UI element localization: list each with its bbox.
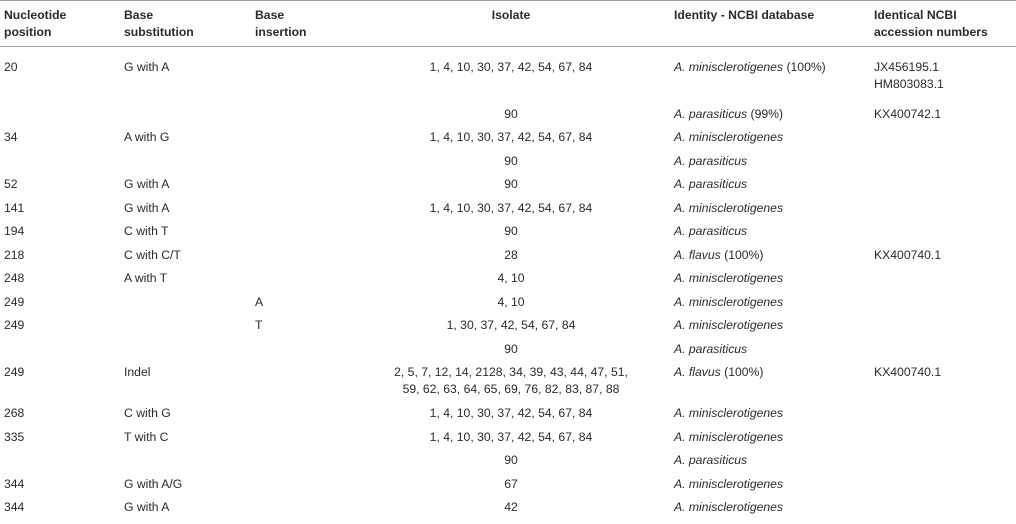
cell-nucleotide-position: 248 xyxy=(4,271,25,285)
table-row xyxy=(0,126,1016,150)
cell-isolate: 1, 4, 10, 30, 37, 42, 54, 67, 84 xyxy=(429,130,593,144)
cell-identity xyxy=(670,126,870,150)
cell-base-substitution: G with A xyxy=(124,177,170,191)
cell-base-insertion xyxy=(251,496,348,520)
cell-identity xyxy=(670,449,870,473)
species-name: A. minisclerotigenes xyxy=(674,60,784,74)
cell-isolate: 1, 4, 10, 30, 37, 42, 54, 67, 84 xyxy=(429,60,593,74)
cell-base-insertion xyxy=(251,244,348,268)
identity-percent: (99%) xyxy=(747,106,784,121)
cell-base-substitution: A with T xyxy=(124,271,168,285)
table-row xyxy=(0,449,1016,473)
cell-nucleotide-position: 335 xyxy=(4,429,25,444)
table-row xyxy=(0,496,1016,520)
table-row xyxy=(0,267,1016,291)
cell-isolate: 90 xyxy=(504,177,518,191)
cell-nucleotide-position xyxy=(0,150,120,174)
species-name: A. parasiticus xyxy=(674,177,748,191)
cell-base-substitution xyxy=(120,150,251,174)
table-row xyxy=(0,338,1016,362)
cell-base-substitution: A with G xyxy=(124,130,170,144)
species-name: A. minisclerotigenes xyxy=(674,200,784,215)
accession-number: HM803083.1 xyxy=(874,77,944,91)
cell-accession xyxy=(870,473,1016,497)
cell-identity xyxy=(670,220,870,244)
table-row xyxy=(0,314,1016,338)
cell-identity xyxy=(670,47,870,103)
cell-identity xyxy=(670,197,870,221)
cell-nucleotide-position: 344 xyxy=(4,476,25,491)
species-name: A. minisclerotigenes xyxy=(674,476,784,491)
species-name: A. minisclerotigenes xyxy=(674,318,784,332)
cell-isolate: 1, 4, 10, 30, 37, 42, 54, 67, 84 xyxy=(429,200,593,215)
cell-base-insertion xyxy=(251,361,348,402)
table-body xyxy=(0,47,1016,520)
cell-accession xyxy=(870,197,1016,221)
cell-accession xyxy=(870,449,1016,473)
species-name: A. minisclerotigenes xyxy=(674,406,784,420)
header-base-insertion: Base insertion xyxy=(255,8,307,39)
cell-nucleotide-position: 268 xyxy=(4,406,25,420)
cell-isolate: 90 xyxy=(504,153,518,168)
species-name: A. parasiticus xyxy=(674,341,748,356)
cell-base-substitution: G with A xyxy=(124,500,170,514)
table-row xyxy=(0,197,1016,221)
cell-nucleotide-position xyxy=(0,338,120,362)
cell-base-substitution: T with C xyxy=(124,429,169,444)
table-row xyxy=(0,402,1016,426)
cell-base-insertion xyxy=(251,150,348,174)
cell-base-substitution xyxy=(120,314,251,338)
cell-nucleotide-position: 194 xyxy=(4,224,25,238)
cell-nucleotide-position xyxy=(0,103,120,127)
cell-base-substitution: C with T xyxy=(124,224,169,238)
cell-isolate: 90 xyxy=(504,341,518,356)
accession-number: KX400742.1 xyxy=(874,106,942,121)
cell-accession xyxy=(870,402,1016,426)
cell-base-substitution xyxy=(120,103,251,127)
table-header xyxy=(0,1,1016,47)
cell-base-insertion xyxy=(251,103,348,127)
cell-accession xyxy=(870,291,1016,315)
cell-base-substitution xyxy=(120,338,251,362)
cell-isolate: 28 xyxy=(504,247,518,262)
cell-identity xyxy=(670,473,870,497)
cell-identity xyxy=(670,361,870,402)
cell-base-insertion xyxy=(251,47,348,103)
cell-identity xyxy=(670,244,870,268)
table-row xyxy=(0,244,1016,268)
cell-identity xyxy=(670,267,870,291)
cell-nucleotide-position: 141 xyxy=(4,200,25,215)
table-row xyxy=(0,473,1016,497)
accession-number: KX400740.1 xyxy=(874,365,942,379)
cell-base-insertion xyxy=(251,426,348,450)
species-name: A. parasiticus xyxy=(674,453,748,467)
cell-accession xyxy=(870,267,1016,291)
cell-isolate: 90 xyxy=(504,224,518,238)
species-name: A. flavus xyxy=(674,247,721,262)
cell-isolate: 4, 10 xyxy=(497,271,525,285)
cell-isolate: 1, 30, 37, 42, 54, 67, 84 xyxy=(446,318,576,332)
cell-accession xyxy=(870,338,1016,362)
cell-isolate: 4, 10 xyxy=(497,294,525,309)
cell-nucleotide-position: 34 xyxy=(4,130,18,144)
cell-accession xyxy=(870,361,1016,402)
cell-identity xyxy=(670,314,870,338)
cell-accession xyxy=(870,150,1016,174)
cell-base-substitution: G with A xyxy=(124,60,170,74)
identity-percent: (100%) xyxy=(783,60,826,74)
species-name: A. minisclerotigenes xyxy=(674,130,784,144)
cell-accession xyxy=(870,314,1016,338)
accession-number: JX456195.1 xyxy=(874,60,940,74)
header-accession: Identical NCBI accession numbers xyxy=(874,8,988,39)
species-name: A. minisclerotigenes xyxy=(674,271,784,285)
cell-isolate: 90 xyxy=(504,453,518,467)
table-row xyxy=(0,291,1016,315)
cell-nucleotide-position: 249 xyxy=(4,318,25,332)
cell-base-insertion xyxy=(251,338,348,362)
table-row xyxy=(0,150,1016,174)
cell-base-insertion xyxy=(251,473,348,497)
table-row xyxy=(0,426,1016,450)
identity-percent: (100%) xyxy=(720,247,764,262)
cell-identity xyxy=(670,426,870,450)
cell-base-insertion xyxy=(251,197,348,221)
cell-isolate: 90 xyxy=(504,106,518,121)
cell-accession xyxy=(870,496,1016,520)
cell-base-insertion xyxy=(251,267,348,291)
cell-identity xyxy=(670,496,870,520)
cell-base-substitution: G with A/G xyxy=(124,476,183,491)
table-row xyxy=(0,103,1016,127)
table-row xyxy=(0,220,1016,244)
cell-nucleotide-position xyxy=(0,449,120,473)
cell-base-substitution: Indel xyxy=(124,365,151,379)
species-name: A. flavus xyxy=(674,365,721,379)
cell-nucleotide-position: 344 xyxy=(4,500,25,514)
cell-nucleotide-position: 52 xyxy=(4,177,18,191)
cell-base-insertion xyxy=(251,173,348,197)
cell-base-insertion xyxy=(251,449,348,473)
cell-base-substitution: G with A xyxy=(124,200,170,215)
cell-nucleotide-position: 20 xyxy=(4,60,18,74)
cell-identity xyxy=(670,402,870,426)
cell-isolate: 67 xyxy=(504,476,518,491)
cell-accession xyxy=(870,426,1016,450)
species-name: A. minisclerotigenes xyxy=(674,500,784,514)
cell-accession xyxy=(870,173,1016,197)
cell-accession xyxy=(870,103,1016,127)
cell-base-insertion xyxy=(251,402,348,426)
table-row xyxy=(0,173,1016,197)
isolate-line: 59, 62, 63, 64, 65, 69, 76, 82, 83, 87, 88 xyxy=(402,382,620,396)
cell-isolate: 1, 4, 10, 30, 37, 42, 54, 67, 84 xyxy=(429,406,593,420)
cell-identity xyxy=(670,173,870,197)
cell-accession xyxy=(870,47,1016,103)
cell-accession xyxy=(870,126,1016,150)
cell-identity xyxy=(670,103,870,127)
cell-nucleotide-position: 249 xyxy=(4,365,25,379)
cell-identity xyxy=(670,150,870,174)
species-name: A. parasiticus xyxy=(674,153,748,168)
cell-base-insertion: T xyxy=(255,318,263,332)
identity-percent: (100%) xyxy=(720,365,764,379)
cell-base-substitution xyxy=(120,449,251,473)
species-name: A. minisclerotigenes xyxy=(674,294,784,309)
cell-nucleotide-position: 218 xyxy=(4,247,25,262)
cell-isolate xyxy=(348,361,670,402)
cell-base-insertion: A xyxy=(255,294,264,309)
header-isolate: Isolate xyxy=(491,8,531,22)
header-base-substitution: Base substitution xyxy=(124,8,194,39)
cell-accession xyxy=(870,244,1016,268)
species-name: A. parasiticus xyxy=(674,106,748,121)
header-identity: Identity - NCBI database xyxy=(674,8,815,22)
cell-accession xyxy=(870,220,1016,244)
cell-base-substitution: C with G xyxy=(124,406,171,420)
species-name: A. minisclerotigenes xyxy=(674,429,784,444)
cell-nucleotide-position: 249 xyxy=(4,294,25,309)
table-row xyxy=(0,47,1016,103)
cell-base-insertion xyxy=(251,220,348,244)
cell-base-insertion xyxy=(251,126,348,150)
cell-isolate: 42 xyxy=(504,500,518,514)
table-row xyxy=(0,361,1016,402)
header-nucleotide-position: Nucleotide position xyxy=(4,8,67,39)
cell-identity xyxy=(670,338,870,362)
cell-isolate: 1, 4, 10, 30, 37, 42, 54, 67, 84 xyxy=(429,429,593,444)
isolate-line: 2, 5, 7, 12, 14, 2128, 34, 39, 43, 44, 47, 51, xyxy=(394,365,628,379)
species-name: A. parasiticus xyxy=(674,224,748,238)
accession-number: KX400740.1 xyxy=(874,247,942,262)
cell-base-substitution xyxy=(120,291,251,315)
cell-identity xyxy=(670,291,870,315)
cell-base-substitution: C with C/T xyxy=(124,247,181,262)
